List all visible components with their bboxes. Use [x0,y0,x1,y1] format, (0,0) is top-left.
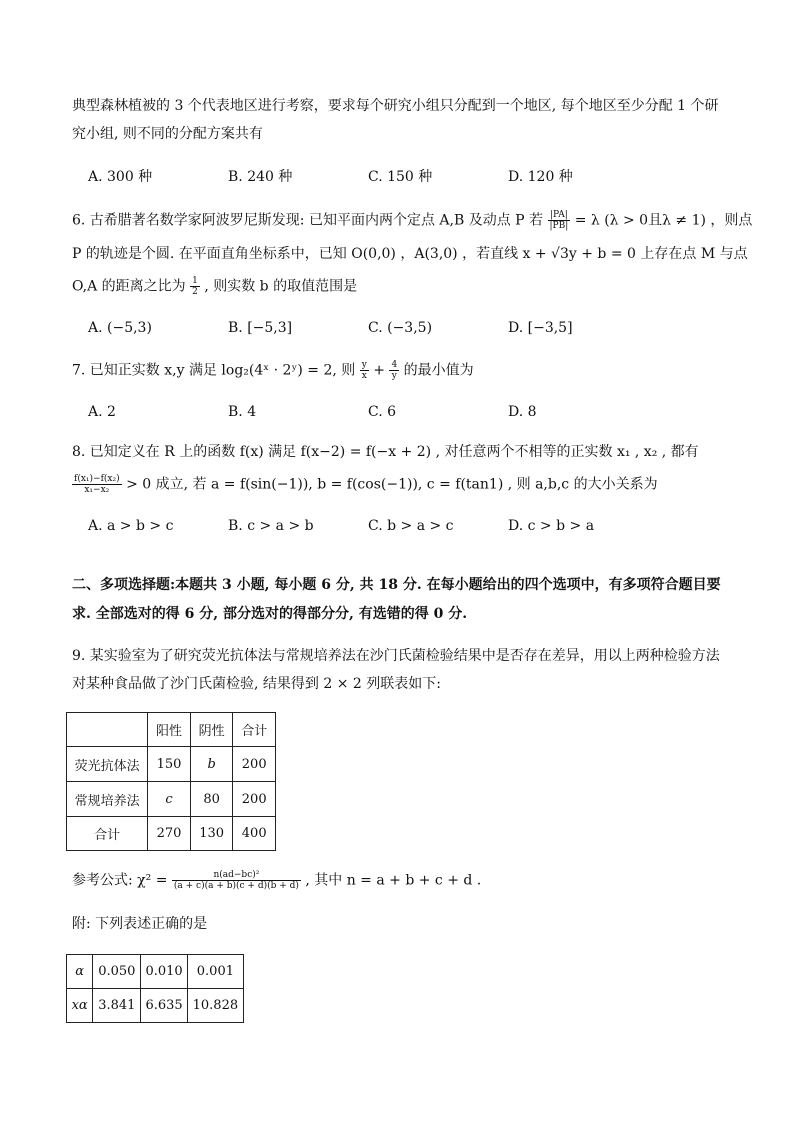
formula-den: (a + c)(a + b)(c + d)(b + d) [173,881,299,891]
q8-line-1: 8. 已知定义在 R 上的函数 f(x) 满足 f(x−2) = f(−x + 2) , 对任意两个不相等的正实数 x₁ , x₂ , 都有 [72,444,699,460]
q7-fraction-1 [360,360,369,381]
q6-option-d: D. [−3,5] [508,320,573,336]
table-cell: 3.841 [93,989,141,1023]
q7-option-d: D. 8 [508,404,537,420]
q5-line-2: 究小组, 则不同的分配方案共有 [72,126,263,142]
table-cell: 0.001 [187,955,243,989]
table-header-row [67,713,276,747]
table-cell [67,713,148,747]
formula-num: n(ad−bc)² [172,870,301,881]
table-cell: 200 [233,747,276,782]
q6-ratio-den: |PB| [549,221,569,231]
q9-line-1: 9. 某实验室为了研究荧光抗体法与常规培养法在沙门氏菌检验结果中是否存在差异，用以上两种检验方法 [72,648,720,664]
q8-option-a: A. a > b > c [88,518,174,534]
table-cell: 合计 [233,713,276,747]
table-cell: 合计 [67,817,148,851]
q6-half-num: 1 [192,276,198,286]
q7-f2-num: 4 [391,360,398,370]
table-cell: 270 [148,817,191,851]
q8-line-2 [72,474,658,495]
q7-option-c: C. 6 [368,404,397,420]
q7-line [72,360,474,381]
q8-option-d: D. c > b > a [508,518,595,534]
table-row [67,955,244,989]
table-row [67,989,244,1023]
q6-option-a: A. (−5,3) [88,320,152,336]
table-cell: 阳性 [148,713,191,747]
q6-line-1 [72,210,752,231]
table-cell: 400 [233,817,276,851]
q5-option-a: A. 300 种 [88,169,153,185]
q8-line-2-text: > 0 成立, 若 a = f(sin(−1)), b = f(cos(−1)), c = f(tan1) , 则 a,b,c 的大小关系为 [126,476,658,493]
q9-note: 附: 下列表述正确的是 [72,916,208,932]
formula-prefix: 参考公式: χ² = [72,872,168,889]
q6-option-c: C. (−3,5) [368,320,433,336]
q7-option-b: B. 4 [228,404,257,420]
table-cell: 80 [190,782,233,817]
table-row [67,817,276,851]
q5-option-c: C. 150 种 [368,169,433,185]
q6-line-3a: O,A 的距离之比为 [72,278,186,295]
q7-f1-den: x [361,371,367,381]
q6-line-3 [72,276,357,297]
table-cell: 130 [190,817,233,851]
q8-frac-den: x₁−x₂ [84,485,110,495]
formula-suffix: , 其中 n = a + b + c + d . [305,872,482,889]
q8-option-c: C. b > a > c [368,518,454,534]
q7-f1-num: y [361,360,367,370]
table-cell: b [190,747,233,782]
table-row [67,747,276,782]
q7-option-a: A. 2 [88,404,116,420]
q6-option-b: B. [−5,3] [228,320,293,336]
table-cell: 6.635 [141,989,187,1023]
q7-line-a: 7. 已知正实数 x,y 满足 log₂(4ˣ · 2ʸ) = 2, 则 [72,362,356,379]
q5-option-b: B. 240 种 [228,169,293,185]
q5-option-d: D. 120 种 [508,169,573,185]
q6-line-1a: 6. 古希腊著名数学家阿波罗尼斯发现: 已知平面内两个定点 A,B 及动点 P 若 [72,212,544,229]
q8-fraction [72,474,122,495]
contingency-table [66,712,276,851]
q7-line-b: 的最小值为 [403,362,474,379]
q8-option-b: B. c > a > b [228,518,314,534]
q6-ratio-fraction [548,210,571,231]
table-cell: 150 [148,747,191,782]
q6-line-3b: , 则实数 b 的取值范围是 [204,278,358,295]
table-cell: 10.828 [187,989,243,1023]
q6-half-den: 2 [192,287,198,297]
q8-frac-num: f(x₁)−f(x₂) [74,474,120,484]
q7-f2-den: y [391,371,397,381]
q5-line-1: 典型森林植被的 3 个代表地区进行考察，要求每个研究小组只分配到一个地区, 每个地区至少分配 1 个研 [72,98,719,114]
q7-plus: + [373,362,386,379]
q6-ratio-num: |PA| [548,210,571,221]
table-cell: α [67,955,93,989]
critical-value-table [66,954,244,1023]
q9-formula [72,870,481,891]
table-cell: c [148,782,191,817]
table-cell: 常规培养法 [67,782,148,817]
table-cell: xα [67,989,93,1023]
table-cell: 荧光抗体法 [67,747,148,782]
q9-line-2: 对某种食品做了沙门氏菌检验, 结果得到 2 × 2 列联表如下: [72,676,441,692]
q7-fraction-2 [389,360,399,381]
table-row [67,782,276,817]
table-cell: 阴性 [190,713,233,747]
section2-line-1: 二、多项选择题:本题共 3 小题, 每小题 6 分, 共 18 分. 在每小题给出的四个选项中，有多项符合题目要 [72,577,721,593]
table-cell: 0.010 [141,955,187,989]
q6-half-fraction [190,276,200,297]
chi-square-fraction [172,870,301,891]
table-cell: 200 [233,782,276,817]
table-cell: 0.050 [93,955,141,989]
q6-line-2: P 的轨迹是个圆. 在平面直角坐标系中，已知 O(0,0) ，A(3,0) ，若直线 x + √3y + b = 0 上存在点 M 与点 [72,246,748,262]
q6-line-1b: = λ (λ > 0且λ ≠ 1) ，则点 [574,212,753,229]
section2-line-2: 求. 全部选对的得 6 分, 部分选对的得部分分, 有选错的得 0 分. [72,606,468,622]
